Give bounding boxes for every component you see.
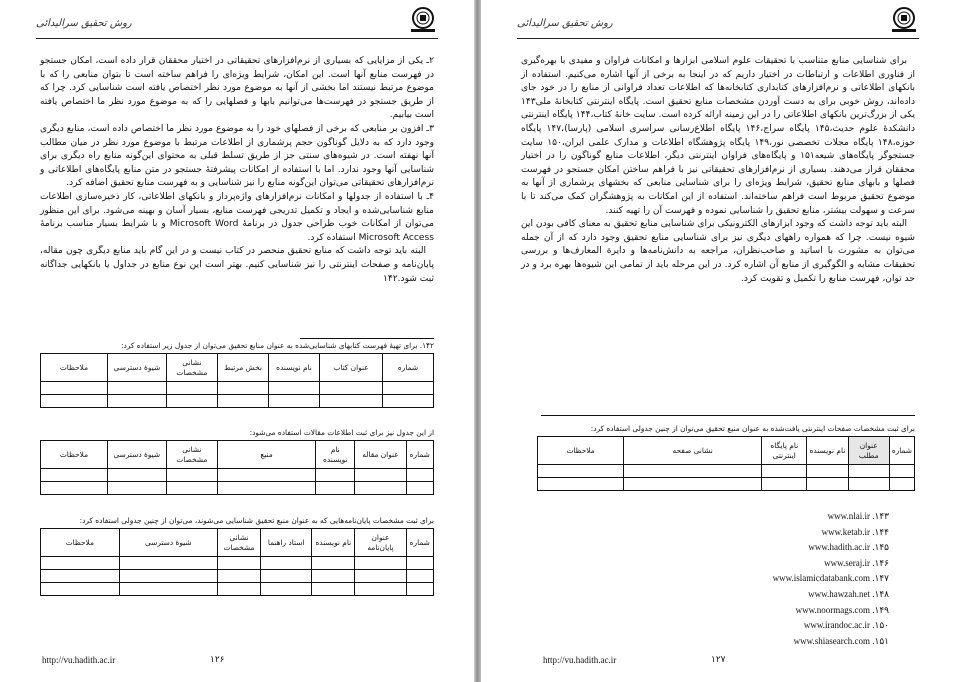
footnote-link[interactable]: www.ketab.ir .۱۴۴ bbox=[821, 526, 889, 537]
footnote-rule bbox=[541, 415, 915, 416]
table-header: عنوان پایان‌نامه bbox=[355, 529, 406, 557]
page-header bbox=[36, 6, 438, 46]
header-rule bbox=[36, 38, 438, 39]
table-header: ملاحظات bbox=[41, 441, 108, 469]
table-caption: ۱۴۲. برای تهیهٔ فهرست کتابهای شناسایی‌شده به عنوان منابع تحقیق می‌توان از جدول زیر استفاده کرد: bbox=[121, 341, 434, 350]
table-row bbox=[41, 482, 434, 495]
table-header: نشانی مشخصات bbox=[166, 354, 217, 382]
footer-url[interactable]: http://vu.hadith.ac.ir bbox=[42, 655, 116, 665]
table-header: ملاحظات bbox=[41, 354, 108, 382]
right-body-text bbox=[521, 55, 915, 286]
table-header: شماره bbox=[889, 437, 914, 465]
footer-url[interactable]: http://vu.hadith.ac.ir bbox=[543, 655, 617, 665]
table-row bbox=[41, 583, 434, 596]
table-row bbox=[538, 465, 915, 478]
table-header: بخش مرتبط bbox=[217, 354, 268, 382]
table-header: نام نویسنده bbox=[807, 437, 848, 465]
table-header: عنوان مطلب bbox=[848, 437, 889, 465]
left-page bbox=[0, 0, 474, 682]
table-caption: از این جدول نیز برای ثبت اطلاعات مقالات استفاده می‌شود: bbox=[249, 428, 434, 437]
table-header: شیوهٔ دسترسی bbox=[107, 354, 166, 382]
table-header: نام نویسنده bbox=[312, 529, 355, 557]
table-header: نشانی صفحه bbox=[624, 437, 762, 465]
book-title: روش تحقیق سرالیدائی bbox=[517, 18, 613, 29]
left-body-text bbox=[40, 55, 434, 286]
header-rule bbox=[517, 38, 919, 39]
theses-table-block bbox=[40, 516, 434, 596]
table-header: شیوهٔ دسترسی bbox=[107, 441, 166, 469]
table-row bbox=[41, 570, 434, 583]
table-header: منبع bbox=[217, 441, 315, 469]
footnote-rule bbox=[300, 338, 434, 339]
table-header: ملاحظات bbox=[41, 529, 120, 557]
page-number: ۱۲۶ bbox=[210, 655, 225, 665]
table-row bbox=[538, 478, 915, 491]
articles-table bbox=[40, 440, 434, 495]
paragraph: البته باید توجه داشت که منابع تحقیق منحصر در کتاب نیست و در این گام باید منابع دیگری چون مقاله، پایان‌نامه و صفحات اینترنتی را نیز شناسایی کنیم. بهتر است این نوع منابع در جداول یا بانکهایی جداگانه ثبت شود.۱۴۲ bbox=[40, 246, 434, 284]
paragraph: برای شناسایی منابع متناسب با تحقیقات علوم اسلامی ابزارها و امکانات فراوان و مفیدی با بهره‌گیری از فناوری اطلاعات و ارتباطات در اختیار داریم که در اینجا به برخی از آنها اشاره می‌کنیم. استفاده از بانکهای اطلاعاتی و نرم‌افزارهای کتابداری کتابخانه‌ها که اطلاعات تعداد فراوانی از منابع را در خود جای داده‌اند، روش خوبی برای به دست آوردن مشخصات منابع تحقیق است. پایگاه اینترنتی کتابخانهٔ ملی۱۴۳ یکی از بزرگ‌ترین بانکهای اطلاعاتی را در این زمینه ارائه کرده است. سایت خانهٔ کتاب،۱۴۴ پایگاه اینترنتی دانشکدهٔ علوم حدیث،۱۴۵ پایگاه سراج،۱۴۶ پایگاه اطلاع‌رسانی سراسری اسلامی (پارسا)،۱۴۷ پایگاه حوزه،۱۴۸ پایگاه مجلات تخصصی نور،۱۴۹ پایگاه پژوهشگاه اطلاعات و مدارک علمی ایران،۱۵۰ سایت جستجوگر پایگاه‌های شیعه۱۵۱ و پایگاه‌های فراوان اینترنتی دیگر، اطلاعات منابع گوناگون را در اختیار محققان قرار می‌دهند. بسیاری از نرم‌افزارهای تحقیقاتی نیز با فراهم ساختن امکان جستجو در فهرست فصلها و بابهای منابع تحقیق، شرایط ویژه‌ای را برای شناسایی منابعی که بخشهای پرشماری از آنها به موضوع تحقیق مربوط است فراهم ساخته‌اند. استفاده از این امکانات به پژوهشگران کمک می‌کند تا با سرعت و سهولت بیشتر، منابع تحقیق را شناسایی نموده و فهرست آن را تهیه کنند. bbox=[521, 56, 916, 216]
books-table bbox=[40, 353, 434, 408]
web-pages-table bbox=[537, 436, 915, 491]
table-header: عنوان مقاله bbox=[355, 441, 406, 469]
footnote-link[interactable]: www.nlai.ir .۱۴۳ bbox=[827, 511, 889, 521]
right-page bbox=[481, 0, 955, 682]
theses-table bbox=[40, 528, 434, 596]
table-header: شماره bbox=[382, 354, 433, 382]
table-header: عنوان کتاب bbox=[320, 354, 383, 382]
university-logo bbox=[408, 6, 438, 34]
paragraph: ۲ـ یکی از مزایایی که بسیاری از نرم‌افزارهای تحقیقاتی در اختیار محققان قرار داده است، امکان جستجو در فهرست منابع آنها است. این امکان، شرایط ویژه‌ای را فراهم ساخته است تا بتوان منابعی را که با موضوع مرتبط نیستند اما بخشی از آنها به موضوع مورد نظر اختصاص یافته است شناسایی کرد. چرا که از طریق جستجو در فهرست‌ها می‌توانیم بابها و فصلهایی را که به موضوع مورد نظر ما اختصاص یافته است بیابیم. bbox=[40, 56, 434, 121]
table-row bbox=[41, 557, 434, 570]
page-number: ۱۲۷ bbox=[711, 655, 726, 665]
articles-table-block bbox=[40, 428, 434, 495]
table-row bbox=[41, 469, 434, 482]
table-header: شماره bbox=[406, 441, 434, 469]
book-gutter bbox=[474, 0, 481, 682]
table-header: نام نویسنده bbox=[316, 441, 355, 469]
paragraph: البته باید توجه داشت که وجود ابزارهای الکترونیکی برای شناسایی منابع تحقیق به معنای کافی بودن این شیوه نیست. چرا که همواره راههای دیگری نیز برای شناسایی منابع تحقیق وجود دارد که از آن جمله می‌توان به مشورت با اساتید و صاحب‌نظران، مراجعه به دانش‌نامه‌ها و دایرة المعارف‌ها و بررسی تحقیقات مشابه و الگوگیری از منابع آن اشاره کرد. در این مرحله باید از تمامی این شیوه‌ها بهره برد و در حد توان، فهرست منابع را تکمیل و تقویت کرد. bbox=[521, 219, 915, 284]
footnote-link[interactable]: www.hadith.ac.ir .۱۴۵ bbox=[808, 542, 889, 553]
table-header: شماره bbox=[406, 529, 434, 557]
page-header bbox=[517, 6, 919, 46]
table-header: نام پایگاه اینترنتی bbox=[762, 437, 807, 465]
table-header: استاد راهنما bbox=[261, 529, 312, 557]
table-row bbox=[41, 395, 434, 408]
footnote-link[interactable]: www.shiasearch.com .۱۵۱ bbox=[793, 635, 889, 646]
web-pages-table-block bbox=[537, 424, 915, 491]
table-row bbox=[41, 382, 434, 395]
table-header: شیوهٔ دسترسی bbox=[119, 529, 217, 557]
table-caption: برای ثبت مشخصات صفحات اینترنتی یافت‌شده به عنوان منبع تحقیق می‌توان از چنین جدولی استفاده کرد: bbox=[590, 424, 915, 433]
table-caption: برای ثبت مشخصات پایان‌نامه‌هایی که به عنوان منبع تحقیق شناسایی می‌شوند، می‌توان از چنین جدولی استفاده کرد: bbox=[79, 516, 434, 525]
footnote-link[interactable]: www.irandoc.ac.ir .۱۵۰ bbox=[803, 620, 889, 631]
table-header: ملاحظات bbox=[538, 437, 624, 465]
table-header: نشانی مشخصات bbox=[166, 441, 217, 469]
paragraph: ۳ـ افزون بر منابعی که برخی از فصلهای خود را به موضوع مورد نظر ما اختصاص داده است، منابع دیگری وجود دارد که به دلایل گوناگون حجم پرشماری از اطلاعات مرتبط با موضوع مورد نظر در میان مطالب آنها نهفته است. در شیوه‌های سنتی جز از طریق تسلط قبلی به محتوای این‌گونه منابع راه دیگری برای شناسایی آنها وجود ندارد. اما با استفاده از امکانات پیشرفتهٔ جستجو در متن منابع پایگاه‌های اطلاعاتی و نرم‌افزارهای تحقیقاتی می‌توان این‌گونه منابع را نیز شناسایی و به فهرست منابع تحقیق اضافه کرد. bbox=[40, 123, 434, 189]
book-title: روش تحقیق سرالیدائی bbox=[36, 18, 132, 29]
books-table-block bbox=[40, 341, 434, 408]
university-logo bbox=[889, 6, 919, 34]
footnote-link[interactable]: www.seraj.ir .۱۴۶ bbox=[824, 557, 889, 568]
paragraph: ۴ـ با استفاده از جدولها و امکانات نرم‌افزارهای واژه‌پرداز و بانکهای اطلاعاتی، کار ذخیره‌سازی اطلاعات منابع شناسایی‌شده و ایجاد و تکمیل تدریجی فهرست منابع، بسیار آسان و بهینه می‌شود. برای این منظور می‌توان از امکانات خوب طراحی جدول در برنامهٔ Microsoft Word و با شرایط بسیار مناسب برنامهٔ Microsoft Access استفاده کرد. bbox=[40, 191, 435, 243]
table-header: نام نویسنده bbox=[268, 354, 319, 382]
footnote-links bbox=[749, 509, 889, 649]
footnote-link[interactable]: www.hawzah.net .۱۴۸ bbox=[808, 588, 889, 599]
footnote-link[interactable]: www.noormags.com .۱۴۹ bbox=[795, 604, 889, 615]
table-header: نشانی مشخصات bbox=[217, 529, 260, 557]
footnote-link[interactable]: www.islamicdatabank.com .۱۴۷ bbox=[772, 573, 889, 584]
